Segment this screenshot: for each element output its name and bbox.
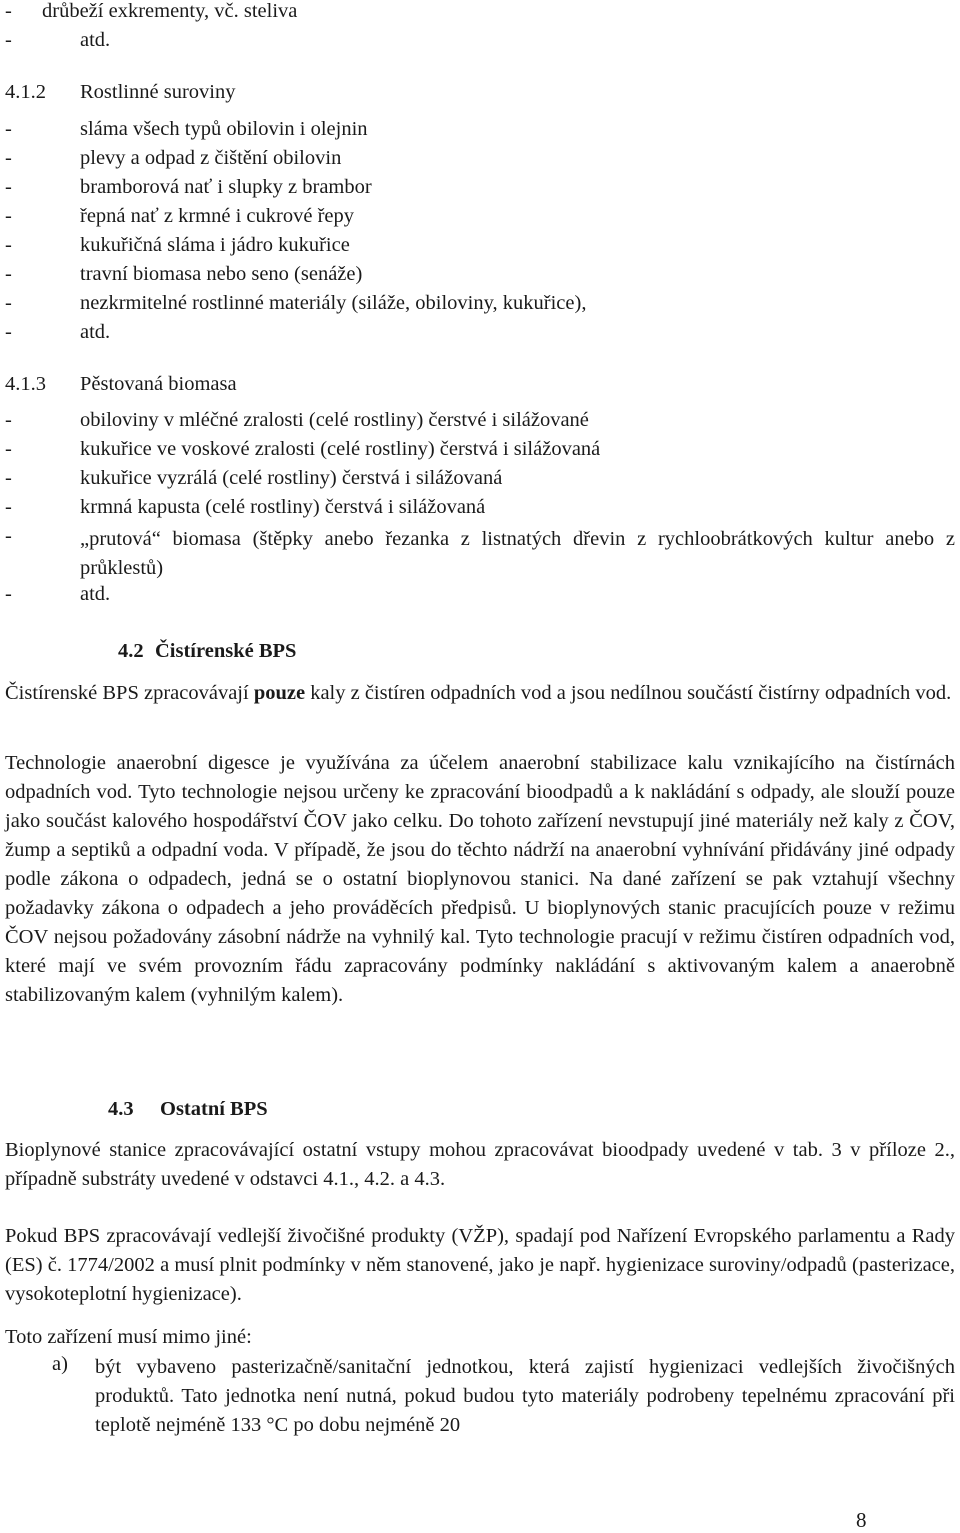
- section-number: 4.2: [118, 640, 144, 662]
- list-item: atd.: [80, 321, 111, 343]
- section-number: 4.3: [108, 1098, 134, 1120]
- list-dash: -: [5, 234, 12, 256]
- section-title: Ostatní BPS: [160, 1098, 268, 1120]
- list-item: řepná nať z krmné i cukrové řepy: [80, 205, 354, 227]
- page-number: 8: [856, 1508, 867, 1532]
- paragraph: Toto zařízení musí mimo jiné:: [5, 1326, 252, 1348]
- paragraph: Pokud BPS zpracovávají vedlejší živočišné produkty (VŽP), spadají pod Nařízení Evropského parlamentu a Rady (ES) č. 1774/2002 a musí plnit podmínky v něm stanovené, jako je např. hygienizace suroviny/odpadů (pasterizace, vysokoteplotní hygienizace).: [5, 1225, 955, 1305]
- list-item: bramborová nať i slupky z brambor: [80, 176, 372, 198]
- list-item: obiloviny v mléčné zralosti (celé rostliny) čerstvé i silážované: [80, 409, 589, 431]
- list-item: krmná kapusta (celé rostliny) čerstvá i silážovaná: [80, 496, 486, 518]
- paragraph: Bioplynové stanice zpracovávající ostatní vstupy mohou zpracovávat bioodpady uvedené v tab. 3 v příloze 2., případně substráty uvedené v odstavci 4.1., 4.2. a 4.3.: [5, 1139, 955, 1190]
- list-item: drůbeží exkrementy, vč. steliva: [42, 0, 298, 22]
- list-item: atd.: [80, 29, 111, 51]
- list-dash: -: [5, 525, 12, 547]
- list-dash: -: [5, 176, 12, 198]
- list-dash: -: [5, 292, 12, 314]
- list-dash: -: [5, 496, 12, 518]
- list-dash: -: [5, 118, 12, 140]
- paragraph: Čistírenské BPS zpracovávají pouze kaly z čistíren odpadních vod a jsou nedílnou součástí čistírny odpadních vod.: [5, 682, 952, 704]
- list-item: atd.: [80, 583, 111, 605]
- section-title: Rostlinné suroviny: [80, 81, 236, 103]
- list-label: a): [52, 1353, 68, 1375]
- list-dash: -: [5, 147, 12, 169]
- list-item: nezkrmitelné rostlinné materiály (siláže, obiloviny, kukuřice),: [80, 292, 587, 314]
- list-item: sláma všech typů obilovin i olejnin: [80, 118, 368, 140]
- list-item: „prutová“ biomasa (štěpky anebo řezanka z listnatých dřevin z rychloobrátkových kultur anebo z průklestů): [80, 528, 955, 579]
- list-dash: -: [5, 583, 12, 605]
- list-item: kukuřice ve voskové zralosti (celé rostliny) čerstvá i silážovaná: [80, 438, 601, 460]
- list-dash: -: [5, 263, 12, 285]
- section-number: 4.1.2: [5, 81, 46, 103]
- list-dash: -: [5, 29, 12, 51]
- list-dash: -: [5, 0, 12, 22]
- section-title: Pěstovaná biomasa: [80, 373, 237, 395]
- list-item: plevy a odpad z čištění obilovin: [80, 147, 342, 169]
- list-dash: -: [5, 438, 12, 460]
- list-item: být vybaveno pasterizačně/sanitační jednotkou, která zajistí hygienizaci vedlejších živočišných produktů. Tato jednotka není nutná, pokud budou tyto materiály podrobeny tepelnému zpracování při teplotě nejméně 133 °C po dobu nejméně 20: [95, 1356, 955, 1436]
- list-item: travní biomasa nebo seno (senáže): [80, 263, 363, 285]
- list-dash: -: [5, 205, 12, 227]
- list-dash: -: [5, 467, 12, 489]
- section-title: Čistírenské BPS: [155, 640, 297, 662]
- list-dash: -: [5, 321, 12, 343]
- list-item: kukuřice vyzrálá (celé rostliny) čerstvá i silážovaná: [80, 467, 503, 489]
- list-item: kukuřičná sláma i jádro kukuřice: [80, 234, 350, 256]
- list-dash: -: [5, 409, 12, 431]
- section-number: 4.1.3: [5, 373, 46, 395]
- paragraph: Technologie anaerobní digesce je využívána za účelem anaerobní stabilizace kalu vznikajícího na čistírnách odpadních vod. Tyto technologie nejsou určeny ke zpracování bioodpadů a k nakládání s odpady, ale slouží pouze jako součást kalového hospodářství ČOV jako celku. Do tohoto zařízení nevstupují jiné materiály než kaly z ČOV, žump a septiků a odpadní voda. V případě, že jsou do těchto nádrží na anaerobní vyhnívání přidávány jiné odpady podle zákona o odpadech, jedná se o ostatní bioplynovou stanici. Na dané zařízení se pak vztahují všechny požadavky zákona o odpadech a jeho prováděcích předpisů. U bioplynových stanic pracujících pouze v režimu ČOV nejsou požadovány zásobní nádrže na vyhnilý kal. Tyto technologie pracují v režimu čistíren odpadních vod, které mají ve svém provozním řádu zapracovány podmínky nakládání s aktivovaným kalem a anaerobně stabilizovaným kalem (vyhnilým kalem).: [5, 752, 955, 1006]
